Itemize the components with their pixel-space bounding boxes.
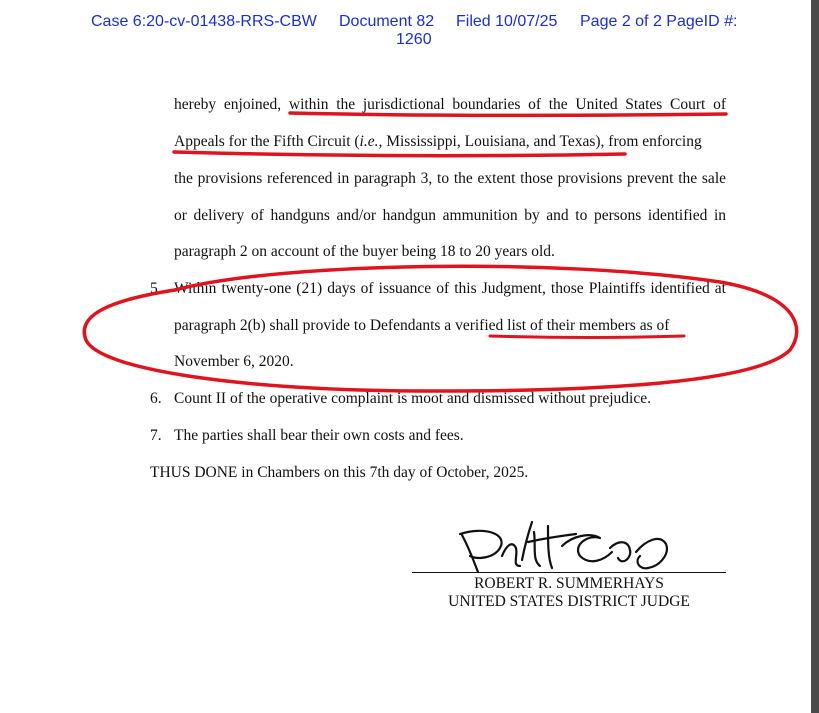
closing-statement: THUS DONE in Chambers on this 7th day of October, 2025. [150,464,529,481]
judge-name: ROBERT R. SUMMERHAYS [474,575,664,592]
underlined-text: within the jurisdictional boundaries of the United States Court of [288,96,726,113]
text-run: as of [635,317,670,334]
document-number: Document 82 [339,13,435,30]
text-run: hereby enjoined, [174,96,289,113]
text-run: paragraph 2(b) shall provide to Defendants a [174,317,456,334]
paragraph-5-line-3: November 6, 2020. [174,353,294,370]
paragraph-4-line-3: the provisions referenced in paragraph 3, to the extent those provisions prevent the sale [174,170,726,187]
paragraph-5-line-2 [174,317,726,335]
filed-date: Filed 10/07/25 [456,13,558,30]
paragraph-6-text: Count II of the operative complaint is moot and dismissed without prejudice. [174,390,651,407]
text-run: , from enforcing [600,133,702,150]
signature-line [412,572,726,573]
underlined-text: verified list of their members [455,317,636,334]
page-id: 1260 [396,31,432,48]
paragraph-5-line-1: Within twenty-one (21) days of issuance of this Judgment, those Plaintiffs identified at [174,280,726,297]
judge-title: UNITED STATES DISTRICT JUDGE [448,593,690,610]
paragraph-5-number: 5. [150,280,162,297]
paragraph-4-line-5: paragraph 2 on account of the buyer being 18 to 20 years old. [174,243,555,260]
underlined-text: Appeals for the Fifth Circuit ( [174,133,360,150]
paragraph-4-line-1 [174,96,726,114]
italic-text: i.e. [359,133,379,150]
paragraph-4-line-4: or delivery of handguns and/or handgun ammunition by and to persons identified in [174,207,726,224]
paragraph-7-number: 7. [150,427,162,444]
paragraph-6-number: 6. [150,390,162,407]
underlined-text: , Mississippi, Louisiana, and Texas) [378,133,601,150]
case-number: Case 6:20-cv-01438-RRS-CBW [91,13,317,30]
page-number: Page 2 of 2 PageID #: [580,13,738,30]
paragraph-4-line-2 [174,133,726,151]
underline-mark [490,336,684,338]
viewer-edge [811,0,819,713]
underline-mark [174,152,625,156]
paragraph-7-text: The parties shall bear their own costs and fees. [174,427,464,444]
